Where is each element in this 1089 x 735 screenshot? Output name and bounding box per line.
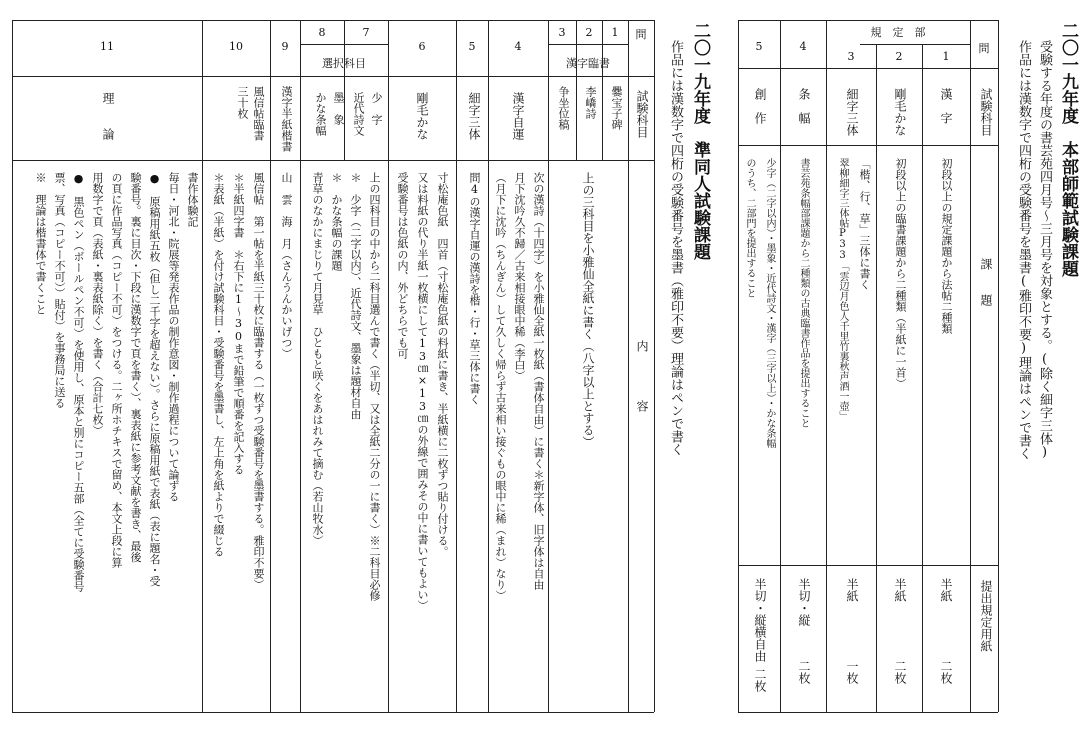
left-subject-bokusho: 墨 象 [332, 92, 345, 125]
left-q78-line2: ＊ 少字（二字以内）、近代詩文、墨象は題材自由 [349, 172, 362, 420]
left-header-sentaku: 選択科目 [322, 57, 366, 70]
right-spec-4: 半切・縦 [797, 578, 811, 626]
right-header-teishutsu: 提出規定用紙 [979, 580, 993, 652]
right-no-4: 4 [799, 40, 807, 53]
left-no-8: 8 [318, 26, 326, 39]
left-q78-line3: ＊ かな条幅の課題 [330, 172, 343, 271]
left-no-4: 4 [514, 40, 522, 53]
left-subject-5: 細字三体 [467, 92, 481, 140]
left-title: 二〇一九年度 準同人試験課題 [690, 22, 710, 260]
right-subject-1: 漢 字 [939, 88, 953, 124]
left-q4-line3: （月下に沈吟（ちんぎん）して久しく帰らず古来相い接ぐもの眼中に稀（まれ）なり） [494, 172, 507, 601]
left-subject-4: 漢字自運 [511, 92, 525, 140]
left-subject-6: 剛毛かな [415, 92, 429, 140]
left-q4-line1: 次の漢詩（十四字）を小雅仙全紙一枚紙（書体自由）に書く＊新字体、旧字体は自由 [532, 172, 545, 590]
left-note: 作品には漢数字で四桁の受験番号を墨書（雅印不要）理論はペンで書く [668, 40, 683, 456]
right-subject-4: 条 幅 [797, 88, 811, 124]
left-no-9: 9 [281, 40, 289, 53]
right-subject-3: 細字三体 [845, 88, 859, 136]
right-spec-2: 半紙 [893, 578, 907, 602]
right-task-5: 少字（二字以内）・墨象・近代詩文・漢字（三字以上）・かな条幅 [764, 158, 775, 448]
left-q6-line2: 又は料紙の代り半紙一枚横にして13㎝×13㎝の外線で囲みその中に書いてもよい） [416, 172, 429, 611]
right-count-4: 二枚 [797, 660, 811, 684]
left-q123-content: 上の三科目を小雅仙全紙に書く（八字以上とする） [581, 172, 595, 448]
right-header-kitei: 規 定 部 [870, 26, 926, 39]
left-q11-line4: 験番号。裏に目次・下段に漢数字で頁を書く）、裏表紙に参考文献を書き、最後 [129, 172, 142, 563]
left-no-11: 11 [100, 40, 114, 53]
right-task-2: 初段以上の臨書課題から二種類（半紙に一首） [894, 158, 907, 389]
left-q5-line1: 問4の漢字自運の漢詩を楷・行・草三体に書く [468, 172, 481, 405]
right-no-2: 2 [895, 50, 903, 63]
left-header-mon: 問 [635, 28, 647, 41]
left-q6-line3: 受験番号は色紙の内、外どちらでも可 [396, 172, 409, 359]
left-header-naiyou: 内 容 [635, 340, 649, 412]
left-no-6: 6 [418, 40, 426, 53]
left-subject-10: 風信帖臨書 三十枚 [236, 86, 265, 152]
left-subject-1: 爨宝子碑 [610, 86, 623, 130]
left-q10-line1: 風信帖 第一帖を半紙三十枚に臨書する（一枚ずつ受験番号を墨書する。雅印不要） [252, 172, 265, 590]
left-subject-2: 李嶠詩 [584, 86, 597, 119]
right-count-2: 二枚 [893, 660, 907, 684]
right-subject-2: 剛毛かな [893, 88, 907, 136]
left-q6-line1: 寸松庵色紙 四首（寸松庵色紙の料紙に書き、半紙横に二枚ずつ貼り付ける。 [436, 172, 449, 557]
left-q11-line9: ※ 理論は楷書体で書くこと [34, 172, 47, 315]
right-note2: 作品には漢数字で四桁の受験番号を墨書(雅印不要)理論はペンで書く [1016, 40, 1031, 460]
left-subject-11: 理 論 [101, 92, 115, 140]
left-header-kamoku: 試験科目 [635, 90, 649, 138]
right-task-3: 「楷、行、草」三体に書く [858, 158, 871, 290]
left-q78-line4: 青草のなかにまじりて月見草 ひともと咲くをあはれみて摘む（若山牧水） [311, 172, 324, 546]
right-no-5: 5 [755, 40, 763, 53]
left-q11-line6: 用数字で頁（表紙・裏表紙除く）を書く（合計七枚） [91, 172, 104, 436]
right-task-5b: のうち、二部門を提出すること [744, 158, 755, 298]
right-no-1: 1 [942, 50, 950, 63]
left-q11-line2: 毎日・河北・院展等発表作品の制作意図・制作過程について論ずる [167, 172, 180, 502]
right-task-4: 書芸苑条幅部課題から二種類の古典臨書作品を提出すること [798, 158, 809, 428]
left-subject-9: 漢字半紙楷書 [280, 86, 293, 152]
right-note1: 受験する年度の書芸苑四月号〜三月号を対象とする。(除く細字三体) [1037, 40, 1052, 460]
left-subject-3: 争坐位稿 [557, 86, 570, 130]
left-q11-line7: ● 黒色ペン（ボールペン不可）を使用し、原本と別にコピー五部（全てに受験番号 [72, 172, 85, 592]
left-no-5: 5 [468, 40, 476, 53]
right-header-kadai: 課 題 [979, 258, 993, 306]
left-q9-line1: 山 雲 海 月（さんうんかいげつ） [280, 172, 293, 359]
right-header-mon: 問 [978, 42, 990, 55]
left-no-1: 1 [611, 26, 619, 39]
right-count-1: 二枚 [939, 660, 953, 684]
left-q10-line2: ＊半紙四字書 ＊右下に1〜30まで鉛筆で順番を記入する [232, 172, 245, 475]
right-count-5: 二枚 [753, 668, 767, 692]
left-no-2: 2 [585, 26, 593, 39]
left-q11-line5: の頁に作品写真（コピー不可）をつける。二ヶ所ホチキスで留め、本文上段に算 [110, 172, 123, 568]
right-spec-5: 半切・縦横自由 [753, 578, 767, 662]
left-header-kanji-rinsho: 漢字臨書 [566, 57, 610, 70]
left-subject-kindai: 近代詩文 [352, 92, 365, 136]
left-q4-line2: 月下沈吟久不歸／古来相接眼中稀（李白） [513, 172, 526, 381]
right-spec-3: 半紙 [845, 578, 859, 602]
left-q11-line1: 書作体験記 [186, 172, 199, 227]
left-subject-shoji: 少 字 [370, 92, 383, 125]
left-q11-line3: ● 原稿用紙五枚（但し二千字を超えない）。さらに原稿用紙で表紙（表に題名・受 [148, 172, 161, 587]
left-q10-line3: ＊表紙（半紙）を付け試験科目・受験番号を墨書し、左上角を紙よりで綴じる [212, 172, 225, 557]
left-subject-kana-joufuku: かな条幅 [314, 92, 327, 136]
left-no-10: 10 [229, 40, 243, 53]
right-spec-1: 半紙 [939, 578, 953, 602]
left-no-7: 7 [362, 26, 370, 39]
right-count-3: 一枚 [845, 660, 859, 684]
right-task-1: 初段以上の規定課題から法帖二種類 [940, 158, 953, 334]
right-task-3b: 翠柳細字三体帖P33「雲辺月色人千里竹裏秋声酒一壺」 [837, 158, 848, 421]
left-q78-line1: 上の四科目の中から二科目選んで書く（半切、又は全紙二分の一に書く）※二科目必修 [368, 172, 381, 601]
left-q11-line8: 票、写真（コピー不可））貼付）を事務局に送る [53, 172, 66, 409]
right-no-3: 3 [847, 50, 855, 63]
left-no-3: 3 [558, 26, 566, 39]
right-title: 二〇一九年度 本部師範試験課題 [1058, 22, 1078, 277]
right-header-kamoku: 試験科目 [979, 88, 993, 136]
right-subject-5: 創 作 [753, 88, 767, 124]
